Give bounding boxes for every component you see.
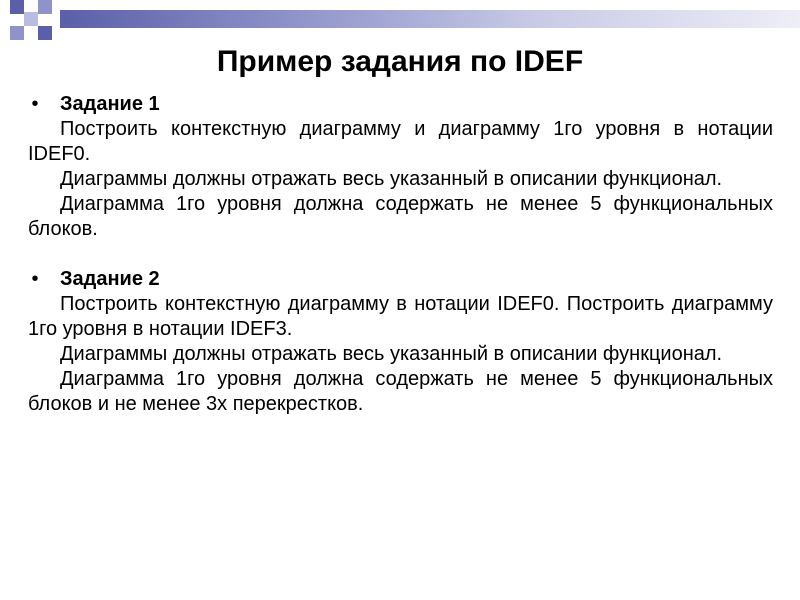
task-heading-text: Задание 1: [60, 93, 160, 115]
task-paragraph: Построить контекстную диаграмму и диаграмму 1го уровня в нотации IDEF0.: [28, 118, 773, 165]
task-paragraph: Диаграмма 1го уровня должна содержать не менее 5 функциональных блоков и не менее 3х перекрестков.: [28, 368, 773, 415]
task-paragraph: Диаграммы должны отражать весь указанный в описании функционал.: [60, 343, 723, 365]
task-heading: [28, 92, 773, 117]
task-2: [28, 267, 773, 417]
task-1: [28, 92, 773, 242]
slide-title: Пример задания по IDEF: [216, 45, 584, 78]
header-gradient-bar: [60, 10, 800, 28]
task-paragraph: Диаграммы должны отражать весь указанный в описании функционал.: [60, 168, 723, 190]
task-paragraph: Диаграмма 1го уровня должна содержать не менее 5 функциональных блоков.: [28, 193, 773, 240]
deco-square: [24, 12, 38, 26]
task-heading-text: Задание 2: [60, 268, 160, 290]
bullet-icon: •: [31, 93, 39, 115]
slide-content: [28, 92, 773, 417]
task-heading: [28, 267, 773, 292]
deco-square: [38, 0, 52, 14]
task-paragraph: Построить контекстную диаграмму в нотации IDEF0. Построить диаграмму 1го уровня в нотации IDEF3.: [28, 293, 773, 340]
deco-square: [38, 26, 52, 40]
deco-square: [10, 26, 24, 40]
bullet-icon: •: [31, 268, 39, 290]
deco-square: [10, 0, 24, 14]
